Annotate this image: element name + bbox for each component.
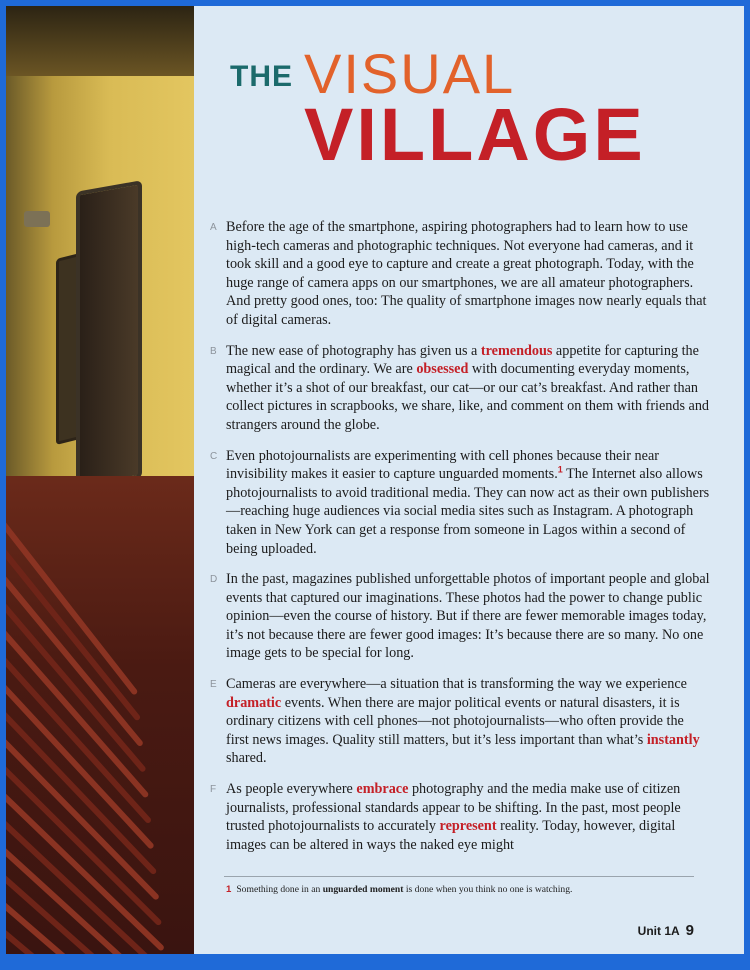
- paragraph-text: shared.: [226, 750, 267, 767]
- paragraph-a: [210, 218, 710, 330]
- footnote-text-before: Something done in an: [236, 884, 323, 895]
- paragraph-letter: E: [210, 679, 217, 691]
- title-the: THE: [230, 60, 293, 93]
- paragraph-text: reality. Today, however, digital images can be altered in ways the naked eye might: [226, 818, 676, 853]
- footnote-marker: 1: [557, 464, 563, 475]
- title-visual: VISUAL: [304, 42, 516, 105]
- paragraph-text: Cameras are everywhere—a situation that is transforming the way we experience: [226, 676, 687, 693]
- textbook-page: [6, 6, 744, 954]
- paragraph-letter: C: [210, 450, 218, 462]
- paragraph-letter: B: [210, 345, 217, 357]
- paragraph-text: events. When there are major political events or natural disasters, it is ordinary citizens with cell phones—not photojournalists—who often provide the first news images. Quality still matters, but it’s less important than what’s: [226, 694, 684, 748]
- page-number-value: 9: [685, 922, 694, 939]
- vocabulary-word: represent: [439, 818, 497, 835]
- title-village: VILLAGE: [304, 93, 646, 176]
- paragraph-letter: A: [210, 222, 217, 233]
- paragraph-text: In the past, magazines published unforgettable photos of important people and global events that captured our imaginations. These photos had the power to change public opinion—even the course of history. But if there are fewer memorable images today, it’s not because there are fewer good images: It’s because there are so many. No one image gets to be special for long.: [226, 571, 710, 662]
- vocabulary-word: dramatic: [226, 694, 282, 711]
- paragraph-c: [210, 447, 710, 559]
- paragraph-text: appetite for capturing the magical and the ordinary. We are: [226, 342, 699, 378]
- footnote-term: unguarded moment: [322, 884, 404, 895]
- footnote-number: 1: [226, 884, 232, 895]
- ferry-bench-photo: [6, 6, 194, 954]
- paragraph-e: [210, 675, 710, 768]
- vocabulary-word: tremendous: [480, 342, 553, 359]
- paragraph-text: The Internet also allows photojournalists to avoid traditional media. They can now act as their own publishers—reaching huge audiences via social media sites such as Instagram. A photograph taken in New York can get a response from someone in Lagos within a second of being uploaded.: [226, 466, 710, 557]
- vocabulary-word: obsessed: [416, 361, 469, 378]
- unit-label: Unit 1A: [637, 924, 680, 938]
- paragraph-letter: F: [210, 784, 217, 796]
- paragraph-letter: D: [210, 574, 218, 586]
- paragraph-b: [210, 342, 710, 435]
- article-body: [210, 218, 710, 866]
- paragraph-text: Before the age of the smartphone, aspiring photographers had to learn how to use high-tech cameras and photographic techniques. Not everyone had cameras, and it took skill and a good eye to capture and create a great photograph. Today, with the huge range of camera apps on our smartphones, we are all amateur photographers. And pretty good ones, too: The quality of smartphone images now nearly equals that of digital cameras.: [226, 219, 707, 328]
- vocabulary-word: instantly: [646, 731, 700, 748]
- footnote: [226, 884, 572, 895]
- paragraph-f: [210, 780, 710, 854]
- paragraph-text: Even photojournalists are experimenting with cell phones because their near invisibility makes it easier to capture unguarded moments.: [226, 447, 659, 483]
- footnote-text-after: is done when you think no one is watching.: [403, 884, 573, 895]
- vocabulary-word: embrace: [356, 781, 409, 798]
- paragraph-d: [210, 570, 710, 663]
- paragraph-text: As people everywhere: [226, 781, 357, 798]
- paragraph-text: The new ease of photography has given us a: [226, 342, 481, 359]
- paragraph-text: with documenting everyday moments, whether it’s a shot of our breakfast, our cat—or our cat’s breakfast. And rather than collect pictures in scrapbooks, we share, like, and comment on them with friends and strangers around the globe.: [226, 361, 710, 433]
- page-number: [638, 922, 694, 939]
- paragraph-text: photography and the media make use of citizen journalists, professional standards appear to be shifting. In the past, most people trusted photojournalists to accurately: [226, 781, 681, 835]
- footnote-divider: [224, 876, 694, 877]
